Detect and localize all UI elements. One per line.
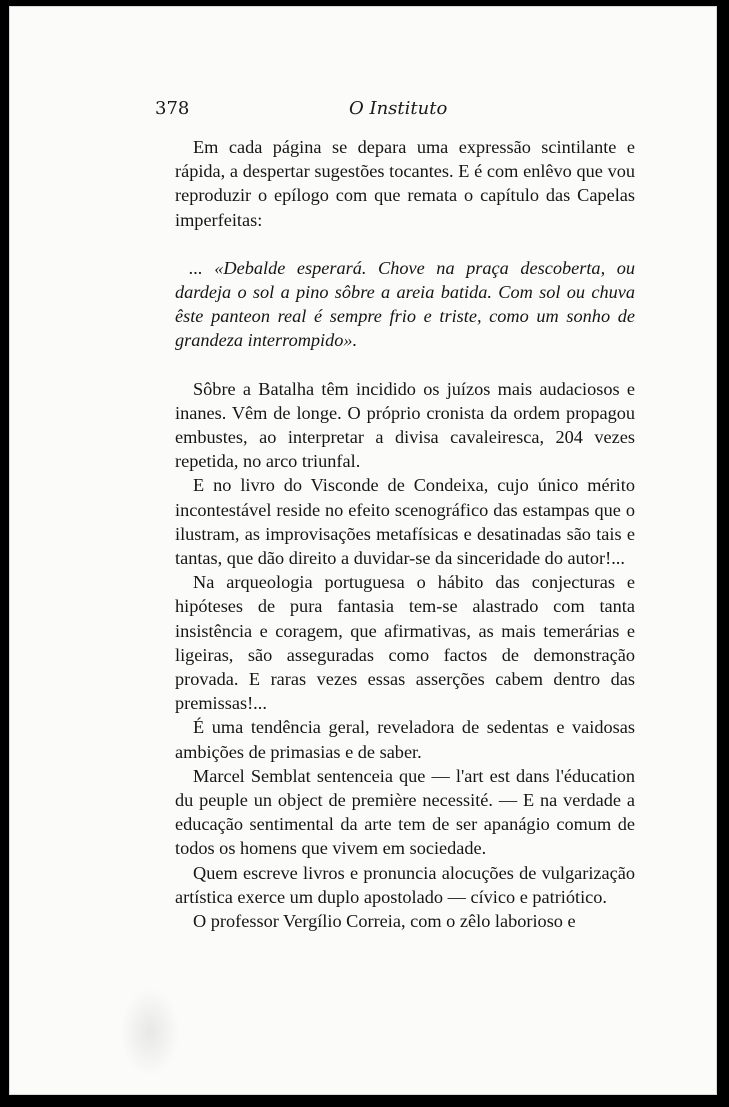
paragraph-arqueologia: Na arqueologia portuguesa o hábito das conjecturas e hipóteses de pura fantasia tem-se alastrado com tanta insistência e coragem, que afirmativas, as mais temerárias e ligeiras, são asseguradas como factos de demonstração provada. E raras vezes essas asserções cabem dentro das premissas!... <box>175 572 635 714</box>
paragraph-batalha: Sôbre a Batalha têm incidido os juízos mais audaciosos e inanes. Vêm de longe. O próprio cronista da ordem propagou embustes, ao interpretar a divisa cavaleiresca, 204 vezes repetida, no arco triunfal. <box>175 378 635 472</box>
body-text <box>175 135 635 933</box>
book-page <box>9 6 717 1095</box>
paragraph-tendencia: É uma tendência geral, reveladora de sedentas e vaidosas ambições de primasias e de saber. <box>175 717 635 762</box>
page-number: 378 <box>155 98 190 119</box>
paragraph-correia: O professor Vergílio Correia, com o zêlo laborioso e <box>193 911 576 932</box>
paragraph-apostolado: Quem escreve livros e pronuncia alocuções de vulgarização artística exerce um duplo apostolado — cívico e patriótico. <box>175 862 635 907</box>
quotation: ... «Debalde esperará. Chove na praça descoberta, ou dardeja o sol a pino sôbre a areia batida. Com sol ou chuva êste panteon real é sempre frio e triste, como um sonho de grandeza interrompido». <box>175 257 635 351</box>
paragraph-condeixa: E no livro do Visconde de Condeixa, cujo único mérito incontestável reside no efeito scenográfico das estampas que o ilustram, as improvisações metafísicas e desatinadas são tais e tantas, que dão direito a duvidar-se da sinceridade do autor!... <box>175 475 635 569</box>
running-title: O Instituto <box>349 98 448 119</box>
paragraph-intro: Em cada página se depara uma expressão scintilante e rápida, a despertar sugestões tocantes. E é com enlêvo que vou reproduzir o epílogo com que remata o capítulo das Capelas imperfeitas: <box>175 137 635 230</box>
paragraph-semblat: Marcel Semblat sentenceia que — l'art est dans l'éducation du peuple un object de première necessité. — E na verdade a educação sentimental da arte tem de ser apanágio comum de todos os homens que vivem em sociedade. <box>175 765 635 859</box>
paper-stain <box>120 987 180 1077</box>
page-header <box>155 98 591 124</box>
